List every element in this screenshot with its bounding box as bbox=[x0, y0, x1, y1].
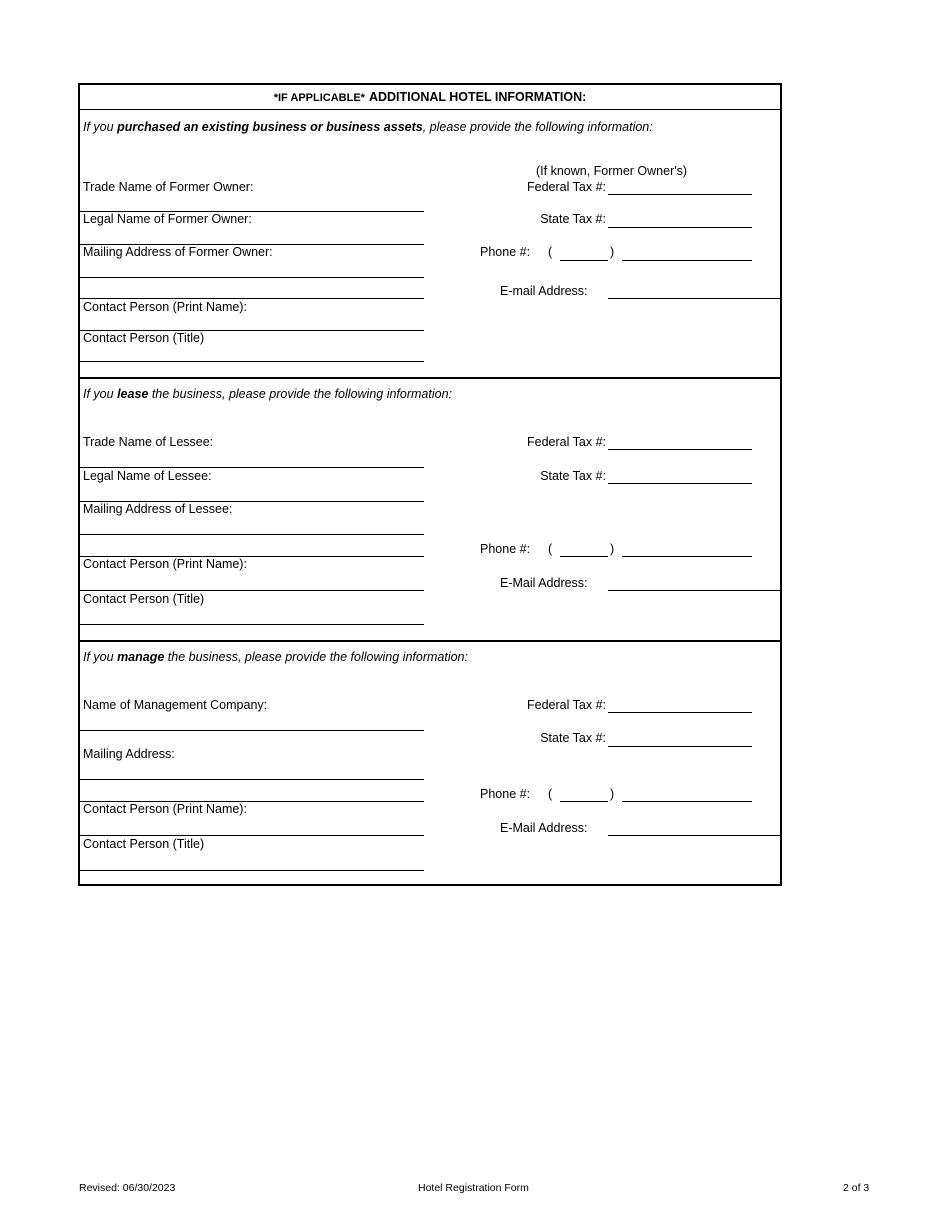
lease-contact-title-field[interactable] bbox=[80, 624, 424, 625]
purchase-contact-name-label: Contact Person (Print Name): bbox=[83, 300, 247, 314]
manage-contact-title-field[interactable] bbox=[80, 870, 424, 871]
manage-phone-number-field[interactable] bbox=[622, 801, 752, 802]
manage-phone-close-paren: ) bbox=[610, 787, 615, 801]
lease-state-tax-label: State Tax #: bbox=[540, 469, 606, 483]
purchase-contact-title-label: Contact Person (Title) bbox=[83, 331, 205, 345]
lease-phone-number-field[interactable] bbox=[622, 556, 752, 557]
footer-page-number: 2 of 3 bbox=[843, 1182, 870, 1194]
purchase-phone-number-field[interactable] bbox=[622, 260, 752, 261]
lease-mailing-line1-field[interactable] bbox=[80, 534, 424, 535]
lease-contact-name-label: Contact Person (Print Name): bbox=[83, 557, 247, 571]
lease-email-label: E-Mail Address: bbox=[500, 576, 588, 590]
lease-phone-label: Phone #: bbox=[480, 542, 531, 556]
manage-state-tax-label: State Tax #: bbox=[540, 731, 606, 745]
manage-federal-tax-label: Federal Tax #: bbox=[527, 698, 606, 712]
footer-form-name: Hotel Registration Form bbox=[418, 1182, 529, 1194]
section-divider bbox=[80, 377, 780, 379]
manage-phone-open-paren: ( bbox=[548, 787, 553, 801]
lease-federal-tax-label: Federal Tax #: bbox=[527, 435, 606, 449]
lease-legal-name-label: Legal Name of Lessee: bbox=[83, 469, 212, 483]
purchase-federal-tax-label: Federal Tax #: bbox=[527, 180, 606, 194]
purchase-contact-title-field[interactable] bbox=[80, 361, 424, 362]
manage-mailing-line1-field[interactable] bbox=[80, 779, 424, 780]
purchase-email-field[interactable] bbox=[608, 298, 780, 299]
manage-federal-tax-field[interactable] bbox=[608, 712, 752, 713]
purchase-legal-name-label: Legal Name of Former Owner: bbox=[83, 212, 252, 226]
lease-intro: If you lease the business, please provide the following information: bbox=[83, 387, 453, 401]
purchase-trade-name-label: Trade Name of Former Owner: bbox=[83, 180, 254, 194]
purchase-known-note: (If known, Former Owner's) bbox=[536, 164, 688, 178]
form-title: ADDITIONAL HOTEL INFORMATION: bbox=[368, 90, 587, 104]
footer-revised: Revised: 06/30/2023 bbox=[79, 1182, 176, 1194]
purchase-federal-tax-field[interactable] bbox=[608, 194, 752, 195]
additional-hotel-info-form bbox=[78, 83, 782, 886]
purchase-mailing-line1-field[interactable] bbox=[80, 277, 424, 278]
purchase-phone-area-code-field[interactable] bbox=[560, 260, 608, 261]
if-applicable-label: *IF APPLICABLE* bbox=[273, 92, 365, 104]
lease-trade-name-field[interactable] bbox=[80, 467, 424, 468]
purchase-intro: If you purchased an existing business or business assets, please provide the following information: bbox=[83, 120, 653, 134]
manage-contact-title-label: Contact Person (Title) bbox=[83, 837, 205, 851]
purchase-mailing-label: Mailing Address of Former Owner: bbox=[83, 245, 273, 259]
purchase-mailing-line2-field[interactable] bbox=[80, 298, 424, 299]
manage-mailing-label: Mailing Address: bbox=[83, 747, 175, 761]
lease-phone-close-paren: ) bbox=[610, 542, 615, 556]
manage-email-field[interactable] bbox=[608, 835, 780, 836]
manage-contact-name-label: Contact Person (Print Name): bbox=[83, 802, 247, 816]
purchase-phone-label: Phone #: bbox=[480, 245, 531, 259]
lease-federal-tax-field[interactable] bbox=[608, 449, 752, 450]
purchase-phone-open-paren: ( bbox=[548, 245, 553, 259]
lease-contact-name-field[interactable] bbox=[80, 590, 424, 591]
manage-company-field[interactable] bbox=[80, 730, 424, 731]
purchase-email-label: E-mail Address: bbox=[500, 284, 588, 298]
lease-phone-area-code-field[interactable] bbox=[560, 556, 608, 557]
lease-email-field[interactable] bbox=[608, 590, 780, 591]
lease-state-tax-field[interactable] bbox=[608, 483, 752, 484]
purchase-state-tax-field[interactable] bbox=[608, 227, 752, 228]
purchase-phone-close-paren: ) bbox=[610, 245, 615, 259]
form-header bbox=[80, 85, 780, 110]
manage-company-label: Name of Management Company: bbox=[83, 698, 268, 712]
manage-state-tax-field[interactable] bbox=[608, 746, 752, 747]
manage-email-label: E-Mail Address: bbox=[500, 821, 588, 835]
manage-phone-label: Phone #: bbox=[480, 787, 531, 801]
lease-trade-name-label: Trade Name of Lessee: bbox=[83, 435, 214, 449]
manage-contact-name-field[interactable] bbox=[80, 835, 424, 836]
lease-phone-open-paren: ( bbox=[548, 542, 553, 556]
lease-contact-title-label: Contact Person (Title) bbox=[83, 592, 205, 606]
purchase-state-tax-label: State Tax #: bbox=[540, 212, 606, 226]
section-divider bbox=[80, 640, 780, 642]
manage-phone-area-code-field[interactable] bbox=[560, 801, 608, 802]
manage-intro: If you manage the business, please provide the following information: bbox=[83, 650, 468, 664]
lease-mailing-label: Mailing Address of Lessee: bbox=[83, 502, 233, 516]
